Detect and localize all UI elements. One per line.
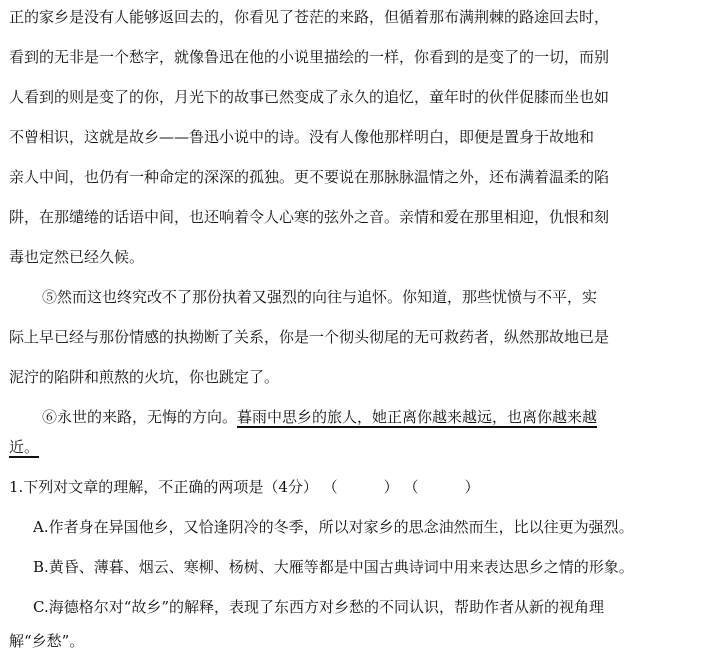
paragraph-6-first-line — [42, 402, 715, 432]
text-line: 不曾相识，这就是故乡——鲁迅小说中的诗。没有人像他那样明白，即便是置身于故地和 — [9, 128, 595, 146]
paragraph-line — [9, 322, 715, 352]
paragraph-line — [9, 202, 715, 232]
paragraph-line — [9, 362, 715, 392]
paragraph-line — [9, 82, 715, 112]
answer-paren-open: （ — [403, 478, 419, 496]
text-line: 泥泞的陷阱和煎熬的火坑，你也跳定了。 — [9, 368, 280, 386]
option-c-continuation — [9, 626, 309, 656]
option-a — [33, 512, 717, 542]
paragraph-line — [9, 242, 715, 272]
text-line: 亲人中间，也仍有一种命定的深深的孤独。更不要说在那脉脉温情之外，还布满着温柔的陷 — [9, 168, 610, 186]
question-stem — [9, 472, 715, 502]
paragraph-line — [9, 42, 715, 72]
answer-paren-open: （ — [322, 478, 338, 496]
text-line: 人看到的则是变了的你，月光下的故事已然变成了永久的追忆，童年时的伙伴促膝而坐也如 — [9, 88, 610, 106]
text-line: 际上早已经与那份情感的执拗断了关系，你是一个彻头彻尾的无可救药者，纵然那故地已是 — [9, 328, 610, 346]
text-line: 正的家乡是没有人能够返回去的，你看见了苍茫的来路，但循着那布满荆棘的路途回去时， — [9, 8, 610, 26]
paragraph-line — [9, 162, 715, 192]
paragraph-5-first-line — [42, 282, 715, 312]
option-text: A.作者身在异国他乡，又恰逢阴冷的冬季，所以对家乡的思念油然而生，比以往更为强烈。 — [33, 518, 634, 536]
text-line: 看到的无非是一个愁字，就像鲁迅在他的小说里描绘的一样，你看到的是变了的一切，而别 — [9, 48, 610, 66]
question-stem-text: 1.下列对文章的理解，不正确的两项是（4分） — [9, 478, 318, 496]
underlined-sentence-end: 近。 — [9, 438, 40, 456]
paragraph-line — [9, 122, 715, 152]
option-text: 解“乡愁”。 — [9, 632, 85, 650]
answer-paren-close: ） — [464, 478, 480, 496]
option-c — [33, 592, 717, 622]
option-text: B.黄昏、薄暮、烟云、寒柳、杨树、大雁等都是中国古典诗词中用来表达思乡之情的形象。 — [33, 558, 634, 576]
text-line: ⑥永世的来路，无悔的方向。 — [42, 408, 238, 426]
text-line: ⑤然而这也终究改不了那份执着又强烈的向往与追怀。你知道，那些忧愤与不平，实 — [42, 288, 598, 306]
text-line: 毒也定然已经久候。 — [9, 248, 145, 266]
paragraph-line — [9, 2, 715, 32]
underlined-sentence: 暮雨中思乡的旅人，她正离你越来越远，也离你越来越 — [237, 408, 598, 426]
text-line: 阱，在那缱绻的话语中间，也还响着令人心寒的弦外之音。亲情和爱在那里相迎，仇恨和刻 — [9, 208, 610, 226]
paragraph-line — [9, 432, 109, 462]
option-b — [33, 552, 717, 582]
answer-paren-close: ） — [383, 478, 399, 496]
option-text: C.海德格尔对“故乡”的解释，表现了东西方对乡愁的不同认识，帮助作者从新的视角理 — [33, 598, 605, 616]
